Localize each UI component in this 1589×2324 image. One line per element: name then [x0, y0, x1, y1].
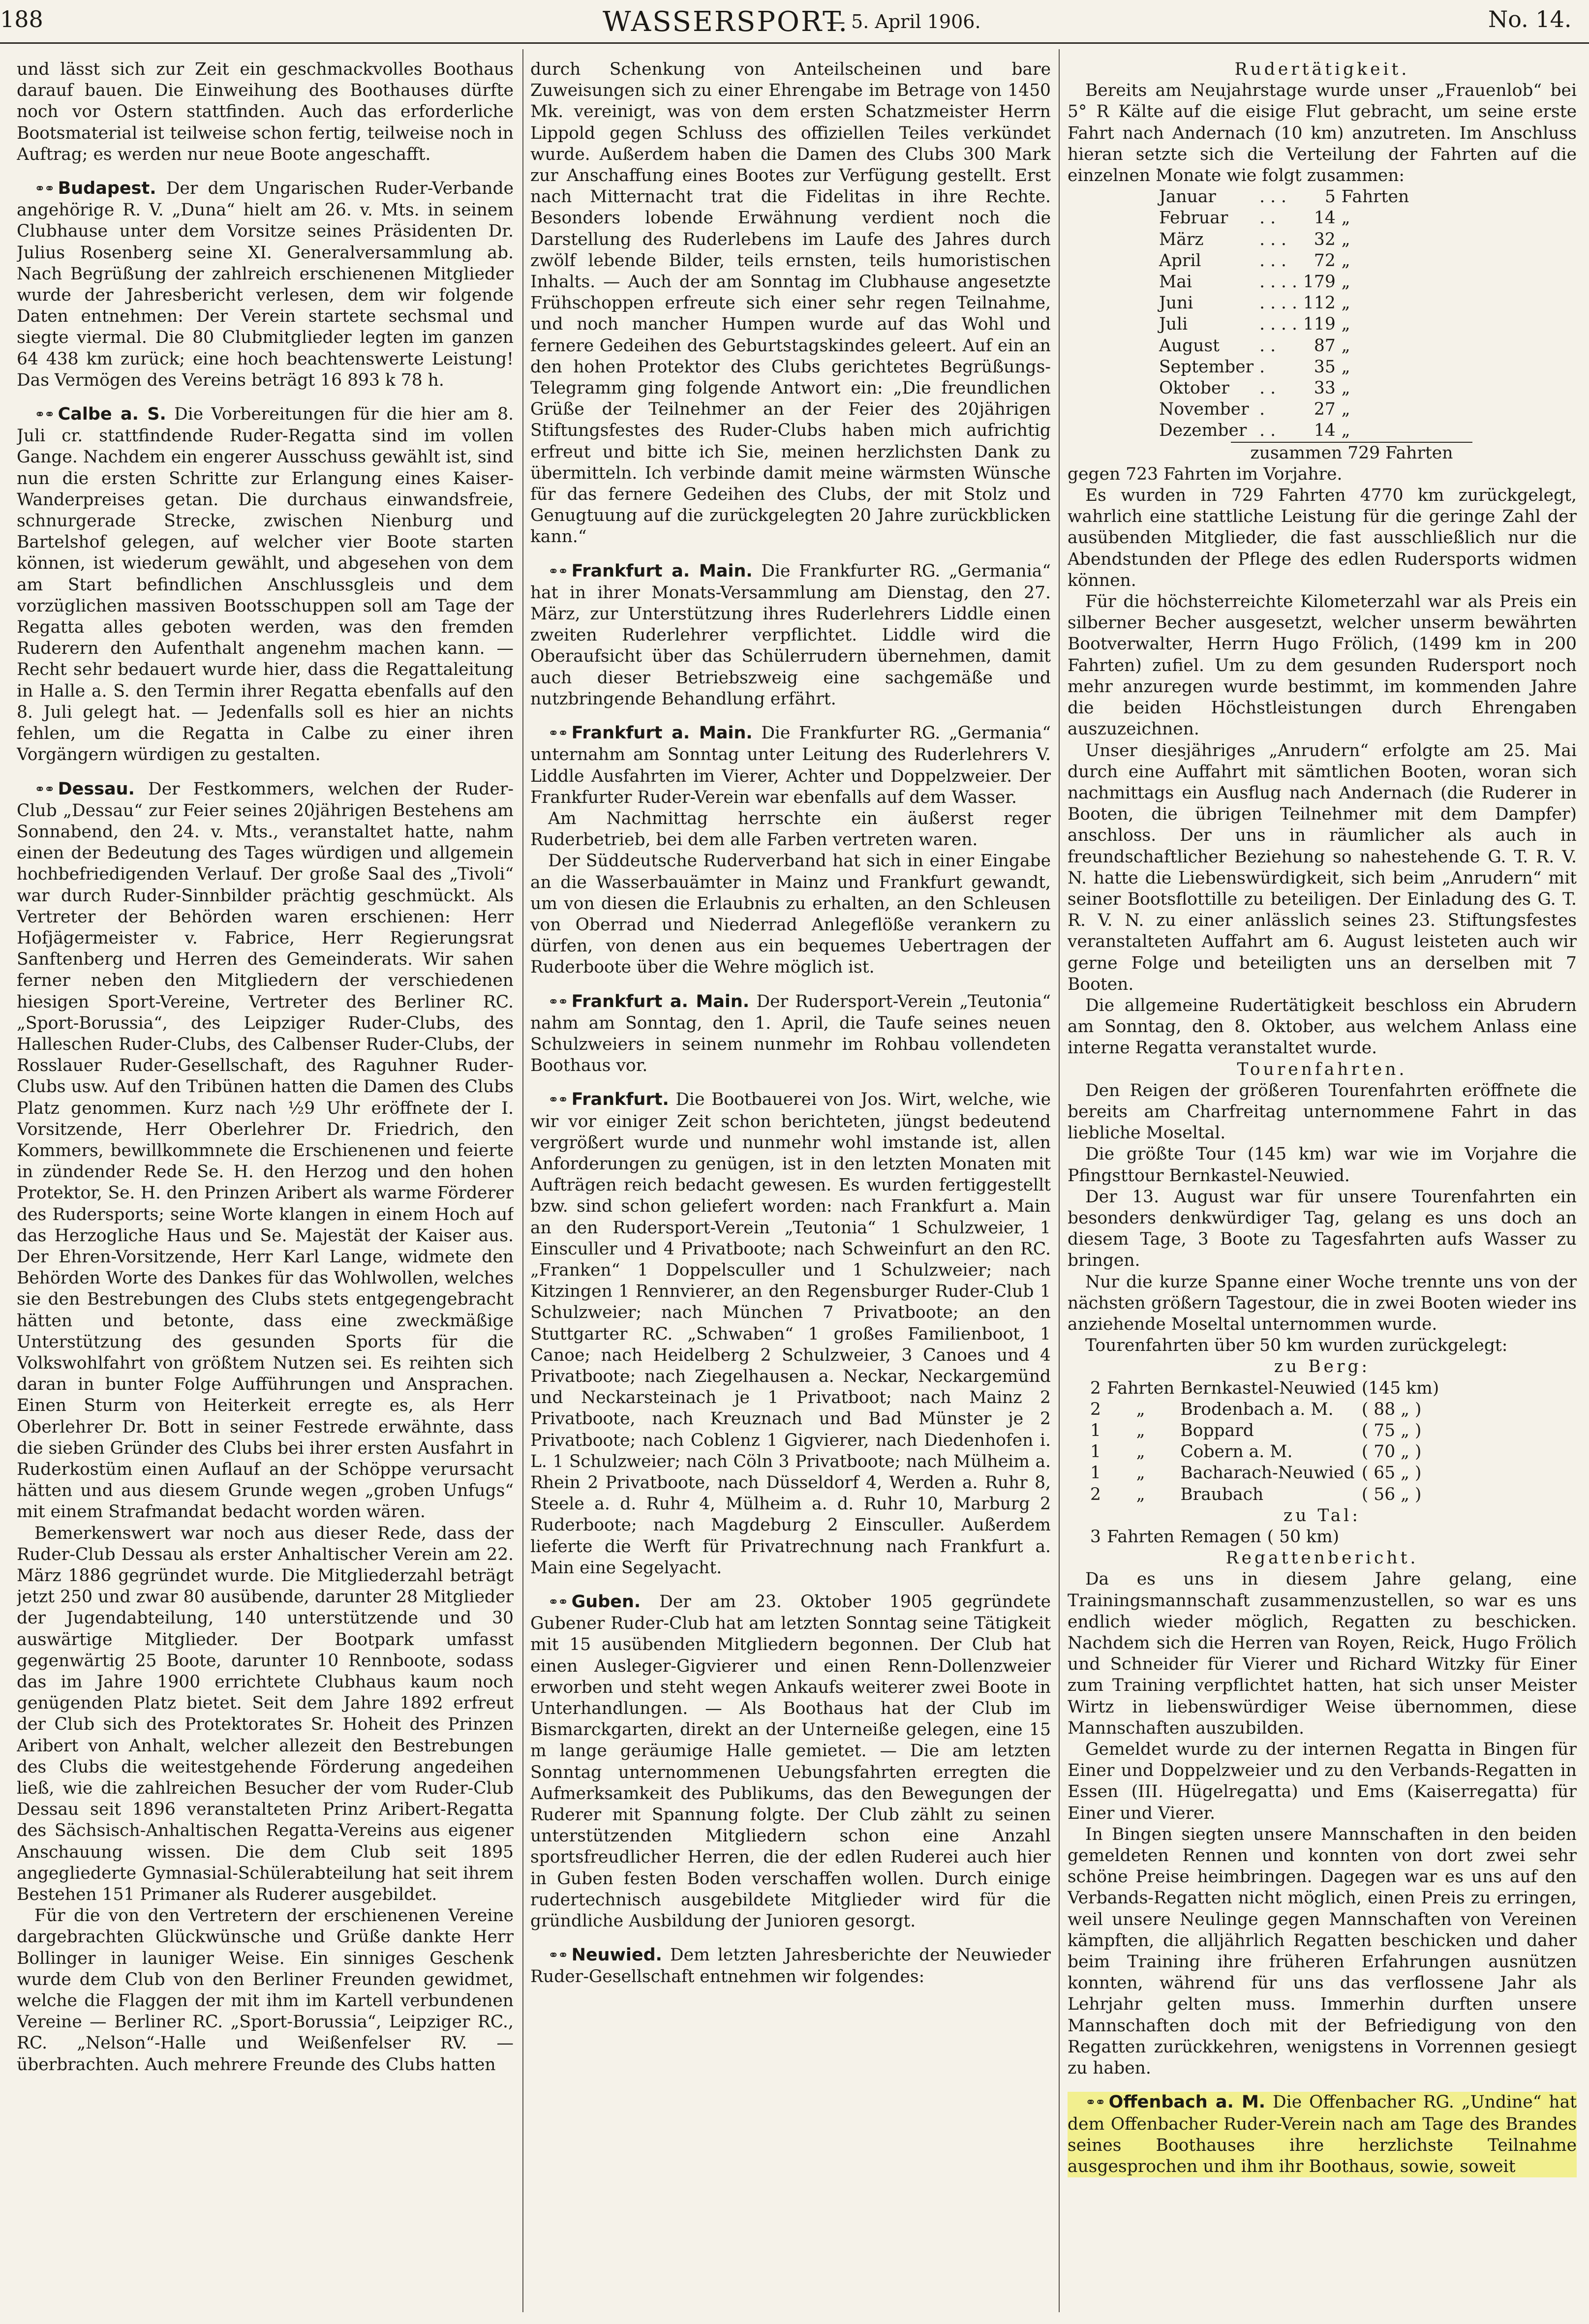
article-text: Dem letzten Jahresberichte der Neuwieder Ruder-Gesellschaft entnehmen wir folgendes:: [530, 1945, 1051, 1987]
table-row: [1156, 208, 1412, 229]
article-heading: Frankfurt.: [571, 1090, 669, 1110]
table-cell: Juli: [1159, 314, 1188, 335]
table-cell: ( 65 „ ): [1361, 1463, 1422, 1483]
section-heading: Rudertätigkeit.: [1234, 60, 1410, 79]
paragraph: Bemerkenswert war noch aus dieser Rede, dass der Ruder-Club Dessau als erster Anhaltischer Verein am 22. März 1886 gegründet wurde. Die Mitgliederzahl beträgt jetzt 250 und zwar 80 ausübende, darunter 28 Mitglieder der Jugendabteilung, 140 unterstützende und 30 auswärtige Mitglieder. Der Bootpark umfasst gegenwärtig 25 Boote, darunter 10 Rennboote, sodass das im Jahre 1900 errichtete Clubhaus kaum noch genügenden Platz bietet. Seit dem Jahre 1892 erfreut der Club sich des Protektorates Sr. Hoheit des Prinzen Aribert von Anhalt, welcher allezeit den Bestrebungen des Clubs die weitestgehende Förderung angedeihen ließ, wie die zahlreichen Besucher der vom Ruder-Club Dessau seit 1896 veranstalteten Prinz Aribert-Regatta des Sächsisch-Anhaltischen Regatta-Vereins aus eigener Anschauung wissen. Die dem Club seit 1895 angegliederte Gymnasial-Schülerabteilung hat seit ihrem Bestehen 151 Primaner als Ruderer ausgebildet.: [17, 1523, 514, 1905]
article-heading: Dessau.: [58, 779, 135, 799]
article-frankfurt-2: [530, 723, 1051, 808]
table-cell: September: [1159, 357, 1254, 377]
oar-ornament-icon: ⚭⚭: [548, 1595, 568, 1610]
paragraph: Tourenfahrten über 50 km wurden zurückgelegt:: [1085, 1336, 1508, 1356]
article-text: Die Frankfurter RG. „Germania“ unternahm am Sonntag unter Leitung des Ruderlehrers V. Liddle Ausfahrten im Vierer, Achter und Doppelzweier. Der Frankfurter Ruder-Verein war ebenfalls auf dem Wasser.: [530, 723, 1051, 807]
paragraph: Die größte Tour (145 km) war wie im Vorjahre die Pfingsttour Bernkastel-Neuwied.: [1068, 1144, 1577, 1186]
page-number: 188: [0, 6, 43, 32]
table-cell: . .: [1259, 378, 1276, 398]
paragraph: Den Reigen der größeren Tourenfahrten eröffnete die bereits am Charfreitag unternommene Fahrt in das liebliche Moseltal.: [1068, 1080, 1577, 1143]
paragraph: Gemeldet wurde zu der internen Regatta in Bingen für Einer und Doppelzweier und zu den Verbands-Regatten in Essen (III. Hügelregatta) und Ems (Kaiserregatta) für Einer und Vierer.: [1068, 1740, 1577, 1823]
paragraph: Für die von den Vertretern der erschienenen Vereine dargebrachten Glückwünsche und Grüße dankte Herr Bollinger in launiger Weise. Ein sinniges Geschenk wurde dem Club von den Berliner Freunden gewidmet, welche die Flaggen der mit ihm im Kartell verbundenen Vereine — Berliner RC. „Sport-Borussia“, Leipziger RC., RC. „Nelson“-Halle und Weißenfelser RV. — überbrachten. Auch mehrere Freunde des Clubs hatten: [17, 1906, 514, 2075]
table-cell: . . .: [1259, 250, 1286, 271]
table-cell: 35: [1314, 357, 1336, 377]
section-heading: Tourenfahrten.: [1237, 1059, 1407, 1079]
table-cell: Mai: [1159, 272, 1192, 292]
table-cell: (145 km): [1361, 1378, 1439, 1398]
table-cell: 112: [1303, 293, 1336, 313]
table-cell: „: [1341, 250, 1350, 271]
table-cell: ( 70 „ ): [1361, 1442, 1422, 1462]
table-row: [1156, 229, 1412, 250]
table-cell: Remagen: [1180, 1527, 1261, 1547]
paragraph: Nur die kurze Spanne einer Woche trennte uns von der nächsten größern Tagestour, die in zwei Booten wieder ins anziehende Moseltal unternommen wurde.: [1068, 1272, 1577, 1334]
oar-ornament-icon: ⚭⚭: [34, 782, 54, 797]
article-heading: Offenbach a. M.: [1108, 2092, 1266, 2112]
issue-date: — 5. April 1906.: [826, 11, 981, 32]
table-cell: 87: [1314, 336, 1336, 356]
article-text: Die Vorbereitungen für die hier am 8. Juli cr. stattfindende Ruder-Regatta sind im vollen Gange. Nachdem ein engerer Ausschuss gewählt ist, sind nun die ersten Schritte zur Erlangung eines Kaiser-Wanderpreises getan. Die durchaus einwandsfreie, schnurgerade Strecke, zwischen Nienburg und Bartelshof gelegen, auf welcher vier Boote starten können, ist wiederum gewählt, und abgesehen von dem am Start befindlichen Anschlussgleis und dem vorzüglichen massiven Bootsschuppen soll am Tage der Regatta alles geboten werden, was den fremden Ruderern den Aufenthalt angenehm machen kann. — Recht sehr bedauert wurde hier, dass die Regattaleitung in Halle a. S. den Termin ihrer Regatta ebenfalls auf den 8. Juli gelegt hat. — Jedenfalls soll es hier an nichts fehlen, um die Regatta in Calbe zu einer ihren Vorgängern würdigen zu gestalten.: [17, 404, 514, 765]
oar-ornament-icon: ⚭⚭: [34, 407, 54, 423]
table-cell: „: [1136, 1442, 1145, 1462]
oar-ornament-icon: ⚭⚭: [34, 182, 54, 197]
table-row: [1156, 314, 1412, 335]
table-cell: Januar: [1159, 187, 1216, 207]
table-cell: Fahrten: [1106, 1527, 1175, 1547]
table-cell: Brodenbach a. M.: [1180, 1399, 1334, 1419]
table-row: [1087, 1399, 1442, 1420]
table-cell: 72: [1314, 250, 1336, 271]
article-text: Die Bootbauerei von Jos. Wirt, welche, wie wir vor einiger Zeit schon berichteten, jüngst bedeutend vergrößert wurde und nunmehr wohl imstande ist, allen Anforderungen zu genügen, ist in den letzten Monaten mit Aufträgen reich bedacht gewesen. Es wurden fertiggestellt bzw. sind schon geliefert worden: nach Frankfurt a. Main an den Rudersport-Verein „Teutonia“ 1 Schulzweier, 1 Einsculler und 4 Privatboote; nach Schweinfurt an den RC. „Franken“ 1 Doppelsculler und 1 Schulzweier; nach Kitzingen 1 Rennvierer, an den Regensburger Ruder-Club 1 Schulzweier; nach München 7 Privatboote; an den Stuttgarter RC. „Schwaben“ 1 großes Familienboot, 1 Canoe; nach Heidelberg 2 Schulzweier, 3 Canoes und 4 Privatboote; nach Ziegelhausen a. Neckar, Neckargemünd und Neckarsteinach je 1 Privatboot; nach Mainz 2 Privatboote, nach Kreuznach und Bad Münster je 2 Privatboote; nach Coblenz 1 Gigvierer, nach Diedenhofen i. L. 1 Schulzweier; nach Cöln 3 Privatboote; nach Mülheim a. Rhein 2 Privatboote, nach Düsseldorf 4, Werden a. Ruhr 8, Steele a. d. Ruhr 4, Mülheim a. d. Ruhr 10, Marburg 2 Ruderboote; nach Magdeburg 2 Einsculler. Außerdem lieferte die Werft für Privatrechnung nach Frankfurt a. Main eine Segelyacht.: [530, 1090, 1051, 1578]
table-cell: „: [1341, 357, 1350, 377]
table-cell: „: [1136, 1463, 1145, 1483]
journal-title: WASSERSPORT.: [603, 6, 849, 38]
article-calbe: [17, 404, 514, 765]
table-cell: ( 75 „ ): [1361, 1421, 1422, 1440]
article-heading: Calbe a. S.: [58, 404, 166, 425]
table-row: [1156, 272, 1412, 293]
table-cell: „: [1341, 272, 1350, 292]
table-cell: 14: [1314, 208, 1336, 228]
article-text: Der Festkommers, welchen der Ruder-Club „Dessau“ zur Feier seines 20jährigen Bestehens am Sonnabend, den 24. v. Mts., veranstaltet hatte, nahm einen der Bedeutung des Tages würdigen und allgemein hochbefriedigenden Verlauf. Der große Saal des „Tivoli“ war durch Ruder-Sinnbilder prächtig geschmückt. Als Vertreter der Behörden waren erschienen: Herr Hofjägermeister v. Fabrice, Herr Regierungsrat Sanftenberg und Herren des Gemeinderats. Wir sahen ferner neben den Mitgliedern der verschiedenen hiesigen Sport-Vereine, Vertreter des Berliner RC. „Sport-Borussia“, des Leipziger Ruder-Clubs, des Halleschen Ruder-Clubs, des Calbenser Ruder-Clubs, der Rosslauer Ruder-Gesellschaft, des Raguhner Ruder-Clubs usw. Auf den Tribünen hatten die Damen des Clubs Platz genommen. Kurz nach ½9 Uhr eröffnete der I. Vorsitzende, Herr Oberlehrer Dr. Friedrich, den Kommers, bewillkommnete die Erschienenen und feierte in zündender Rede Se. H. den Herzog und den hohen Protektor, Se. H. den Prinzen Aribert als warme Förderer des Rudersports; seine Worte klangen in einem Hoch auf das Herzogliche Haus und Se. Majestät der Kaiser aus. Der Ehren-Vorsitzende, Herr Karl Lange, widmete den Behörden Worte des Dankes für das Wohlwollen, welches sie den Bestrebungen des Clubs stets entgegengebracht hätten und betonte, dass eine zweckmäßige Unterstützung des gesunden Sports für die Volkswohlfahrt von größtem Nutzen sei. Es reihten sich daran in bunter Folge Aufführungen und Ansprachen. Einen Sturm von Heiterkeit erregte es, als Herr Oberlehrer Dr. Bott in seiner Festrede erwähnte, dass die sieben Gründer des Clubs bei ihrer ersten Ausfahrt in Ruderkostüm einen Auflauf an der Schöppe verursacht hätten und aus diesem Grunde wegen „groben Unfugs“ mit einem Strafmandat bedacht worden wären.: [17, 779, 514, 1522]
table-row: [1156, 420, 1412, 441]
table-row: [1087, 1420, 1442, 1441]
table-cell: Fahrten: [1106, 1378, 1175, 1398]
table-cell: . .: [1259, 421, 1276, 441]
table-cell: Bernkastel-Neuwied: [1180, 1378, 1356, 1398]
table-row: [1156, 250, 1412, 272]
article-heading: Frankfurt a. Main.: [571, 561, 753, 581]
table-cell: 2: [1090, 1484, 1101, 1504]
table-cell: . . . .: [1259, 293, 1297, 313]
article-text: Die Offenbacher RG. „Undine“ hat dem Offenbacher Ruder-Verein nach am Tage des Brandes seines Boothauses ihre herzlichste Teilnahme ausgesprochen und ihm ihr Boothaus, sowie, soweit: [1068, 2092, 1577, 2176]
oar-ornament-icon: ⚭⚭: [548, 1093, 568, 1108]
table-cell: „: [1136, 1484, 1145, 1504]
article-continuation: und lässt sich zur Zeit ein geschmackvolles Boothaus darauf bauen. Die Einweihung des Boothauses dürfte noch vor Ostern stattfinden. Auch das erforderliche Bootsmaterial ist teilweise schon fertig, teilweise noch in Auftrag; es werden nur neue Boote angeschafft.: [17, 60, 514, 164]
article-heading: Budapest.: [58, 179, 156, 199]
paragraph: Bereits am Neujahrstage wurde unser „Frauenlob“ bei 5° R Kälte auf die eisige Flut gebracht, um seine erste Fahrt nach Andernach (10 km) anzutreten. Im Anschluss hieran setzte sich die Verteilung der Fahrten auf die einzelnen Monate wie folgt zusammen:: [1068, 81, 1577, 186]
table-cell: „: [1341, 421, 1350, 441]
oar-ornament-icon: ⚭⚭: [548, 726, 568, 741]
article-offenbach: [1068, 2092, 1577, 2177]
table-cell: „: [1341, 293, 1350, 313]
table-cell: 33: [1314, 378, 1336, 398]
oar-ornament-icon: ⚭⚭: [548, 994, 568, 1009]
table-cell: 27: [1314, 399, 1336, 420]
table-cell: November: [1159, 399, 1249, 420]
column-divider: [1059, 49, 1060, 2312]
table-cell: ( 50 km): [1267, 1527, 1340, 1547]
table-cell: 5: [1324, 187, 1336, 207]
article-budapest: [17, 178, 514, 391]
table-cell: 2: [1090, 1378, 1101, 1398]
article-frankfurt-4: [530, 1089, 1051, 1579]
article-neuwied: [530, 1945, 1051, 1988]
table-cell: 2: [1090, 1399, 1101, 1419]
table-row: [1087, 1484, 1442, 1505]
oar-ornament-icon: ⚭⚭: [1085, 2095, 1105, 2110]
table-cell: Cobern a. M.: [1180, 1442, 1293, 1462]
article-heading: Guben.: [571, 1592, 641, 1612]
table-cell: „: [1341, 208, 1350, 228]
paragraph: Unser diesjähriges „Anrudern“ erfolgte am 25. Mai durch eine Auffahrt mit sämtlichen Booten, woran sich nachmittags ein Ausflug nach Andernach (die Ruderer in Booten, die übrigen Teilnehmer mit dem Dampfer) anschloss. Der uns in räumlicher als auch in freundschaftlicher Beziehung so nahestehende G. T. R. V. N. hatte die Liebenswürdigkeit, sich beim „Anrudern“ mit seiner Bootsflottille zu beteiligen. Der Einladung des G. T. R. V. N. zu einer anlässlich seines 23. Stiftungsfestes veranstalteten Auffahrt am 6. August leisteten auch wir gerne Folge und beteiligten uns an derselben mit 7 Booten.: [1068, 740, 1577, 994]
article-text: Der Rudersport-Verein „Teutonia“ nahm am Sonntag, den 1. April, die Taufe seines neuen Schulzweiers in seinem nunmehr im Rohbau vollendeten Boothaus vor.: [530, 991, 1051, 1076]
paragraph: Der 13. August war für unsere Tourenfahrten ein besonders denkwürdiger Tag, gelang es uns doch an diesem Tage, 3 Boote zu Tagesfahrten aufs Wasser zu bringen.: [1068, 1187, 1577, 1271]
paragraph: Da es uns in diesem Jahre gelang, eine Trainingsmannschaft zusammenzustellen, so war es uns endlich wieder möglich, Regatten zu beschicken. Nachdem sich die Herren van Royen, Reick, Hugo Frölich und Schneider für Vierer und Richard Witzky für Einer zum Training verpflichtet hatten, hat sich unser Meister Wirtz in liebenswürdiger Weise übernommen, diese Mannschaften auszubilden.: [1068, 1569, 1577, 1738]
upstream-tours-table: [1087, 1378, 1442, 1505]
table-row: [1087, 1378, 1442, 1399]
table-row: [1087, 1463, 1442, 1484]
table-cell: . . . .: [1259, 314, 1297, 335]
table-cell: 1: [1090, 1421, 1101, 1440]
table-cell: August: [1159, 336, 1220, 356]
table-row: [1156, 186, 1412, 208]
downstream-tours-table: [1087, 1527, 1342, 1548]
table-row: [1087, 1527, 1342, 1548]
table-cell: . .: [1259, 208, 1276, 228]
article-text: Die Frankfurter RG. „Germania“ hat in ihrer Monats-Versammlung am Dienstag, den 27. März, zur Unterstützung ihres Ruderlehrers Liddle einen zweiten Ruderlehrer verpflichtet. Liddle wird die Oberaufsicht über das Schülerrudern übernehmen, damit auch dieser Betriebszweig eine sachgemäße und nutzbringende Behandlung erfährt.: [530, 561, 1051, 709]
table-cell: März: [1159, 229, 1204, 249]
paragraph: Der Süddeutsche Ruderverband hat sich in einer Eingabe an die Wasserbauämter in Mainz und Frankfurt gewandt, um von diesen die Erlaubnis zu erhalten, an den Schleusen von Oberrad und Niederrad Anlegeflöße verankern zu dürfen, von denen aus ein bequemes Uebertragen der Ruderboote über die Wehre möglich ist.: [530, 851, 1051, 978]
table-cell: Juni: [1159, 293, 1193, 313]
table-cell: ( 88 „ ): [1361, 1399, 1422, 1419]
table-cell: 14: [1314, 421, 1336, 441]
table-cell: 1: [1090, 1463, 1101, 1483]
table-cell: Bacharach-Neuwied: [1180, 1463, 1355, 1483]
article-continuation: durch Schenkung von Anteilscheinen und bare Zuweisungen sich zu einer Ehrengabe im Betrage von 1450 Mk. vereinigt, was von dem ersten Schatzmeister Herrn Lippold gegen Schluss des offiziellen Teiles verkündet wurde. Außerdem haben die Damen des Clubs 300 Mark zur Anschaffung eines Bootes zur Verfügung gestellt. Erst nach Mitternacht trat die Fidelitas in ihre Rechte. Besonders lobende Erwähnung verdient noch die Darstellung des Ruderlebens im Laufe des Jahres durch zwölf lebende Bilder, teils ernsten, teils humoristischen Inhalts. — Auch der am Sonntag im Clubhause angesetzte Frühschoppen erfreute sich einer sehr regen Teilnahme, und noch mancher Humpen wurde auf das Wohl und fernere Gedeihen des Geburtstagskindes geleert. Auf ein an den hohen Protektor des Clubs gerichtetes Begrüßungs-Telegramm ging folgende Antwort ein: „Die freundlichen Grüße der Teilnehmer an der Feier des 20jährigen Stiftungsfestes des Ruder-Clubs haben mich aufrichtig erfreut und bitte ich Sie, meinen herzlichsten Dank zu übermitteln. Ich verbinde damit meine wärmsten Wünsche für das fernere Gedeihen des Clubs, der mit Stolz und Genugtuung auf die zurückgelegten 20 Jahre zurückblicken kann.“: [530, 60, 1051, 547]
header-rule: [0, 42, 1589, 44]
subheading-downstream: zu Tal:: [1283, 1505, 1361, 1526]
table-cell: „: [1341, 314, 1350, 335]
article-text: Der dem Ungarischen Ruder-Verbande angehörige R. V. „Duna“ hielt am 26. v. Mts. in seinem Clubhause unter dem Vorsitze seines Präsidenten Dr. Julius Rosenberg seine XI. Generalversammlung ab. Nach Begrüßung der zahlreich erschienenen Mitglieder wurde der Jahresbericht verlesen, dem wir folgende Daten entnehmen: Der Verein startete sechsmal und siegte viermal. Die 80 Clubmitglieder legten im ganzen 64 438 km zurück; eine hoch beachtenswerte Leistung! Das Vermögen des Vereins beträgt 16 893 k 78 h.: [17, 179, 514, 390]
table-row: [1156, 357, 1412, 378]
table-row: [1087, 1441, 1442, 1463]
total-trips: zusammen 729 Fahrten: [1231, 442, 1473, 464]
article-text: Der am 23. Oktober 1905 gegründete Gubener Ruder-Club hat am letzten Sonntag seine Tätigkeit mit 15 ausübenden Mitgliedern begonnen. Der Club hat einen Ausleger-Gigvierer und einen Renn-Dollenzweier erworben und steht wegen Ankaufs weiterer zwei Boote in Unterhandlungen. — Als Boothaus hat der Club im Bismarckgarten, direkt an der Unterneiße gelegen, eine 15 m lange geräumige Halle gemietet. — Die am letzten Sonntag unternommenen Uebungsfahrten erregten die Aufmerksamkeit des Publikums, das den Bewegungen der Ruderer mit Spannung folgte. Der Club zählt zu seinen unterstützenden Mitgliedern schon eine Anzahl sportsfreudlicher Herren, die der edlen Ruderei auch hier in Guben festen Boden verschaffen wollen. Durch einige rudertechnisch ausgebildete Mitglieder wird für die gründliche Ausbildung der Junioren gesorgt.: [530, 1592, 1051, 1931]
table-cell: „: [1341, 336, 1350, 356]
table-cell: „: [1136, 1399, 1145, 1419]
oar-ornament-icon: ⚭⚭: [548, 564, 568, 579]
table-cell: „: [1341, 229, 1350, 249]
table-cell: . .: [1259, 336, 1276, 356]
table-cell: Fahrten: [1341, 187, 1409, 207]
table-cell: Februar: [1159, 208, 1228, 228]
table-cell: .: [1259, 399, 1265, 420]
table-cell: 32: [1314, 229, 1336, 249]
paragraph: Am Nachmittag herrschte ein äußerst reger Ruderbetrieb, bei dem alle Farben vertreten waren.: [530, 808, 1051, 850]
paragraph: In Bingen siegten unsere Mannschaften in den beiden gemeldeten Rennen und konnten von dort zwei sehr schöne Preise heimbringen. Dagegen war es uns auf den Verbands-Regatten nicht möglich, einen Preis zu erringen, weil unsere Neulinge gegen Mannschaften von Vereinen kämpften, die alljährlich Regatten beschicken und daher beim Training ihre früheren Erfahrungen ausnützen konnten, während für uns das verflossene Jahr als Lehrjahr gelten muss. Immerhin durften unsere Mannschaften doch mit der Befriedigung von den Regatten zurückkehren, wenigstens in Vorrennen gesiegt zu haben.: [1068, 1824, 1577, 2079]
table-row: [1156, 399, 1412, 420]
paragraph: Für die höchsterreichte Kilometerzahl war als Preis ein silberner Becher ausgesetzt, welcher unserm bewährten Bootverwalter, Herrn Hugo Frölich, (1499 km in 200 Fahrten) zufiel. Um zu dem gesunden Rudersport noch mehr anzuregen wurde bestimmt, im kommenden Jahre die beiden Höchstleistungen durch Ehrengaben auszuzeichnen.: [1068, 592, 1577, 739]
table-row: [1156, 378, 1412, 399]
table-cell: ( 56 „ ): [1361, 1484, 1422, 1504]
table-cell: 119: [1303, 314, 1336, 335]
table-cell: „: [1136, 1421, 1145, 1440]
table-cell: . . .: [1259, 187, 1286, 207]
table-cell: 1: [1090, 1442, 1101, 1462]
column-middle: [530, 59, 1051, 2317]
table-cell: Oktober: [1159, 378, 1229, 398]
column-divider: [522, 49, 523, 2312]
table-row: [1156, 293, 1412, 314]
table-row: [1156, 336, 1412, 357]
article-dessau: [17, 779, 514, 1523]
paragraph: Es wurden in 729 Fahrten 4770 km zurückgelegt, wahrlich eine stattliche Leistung für die geringe Zahl der ausübenden Mitglieder, die fast ausschließlich nur die Abendstunden der Pflege des edlen Rudersports widmen können.: [1068, 486, 1577, 590]
issue-number: No. 14.: [1488, 6, 1572, 32]
table-cell: 179: [1303, 272, 1336, 292]
section-heading: Regattenbericht.: [1225, 1548, 1419, 1568]
table-cell: Boppard: [1180, 1421, 1254, 1440]
table-cell: April: [1159, 250, 1201, 271]
table-cell: 3: [1090, 1527, 1101, 1547]
monthly-trips-table: [1156, 186, 1412, 441]
article-frankfurt-1: [530, 561, 1051, 710]
table-cell: . . .: [1259, 229, 1286, 249]
subheading-upstream: zu Berg:: [1274, 1357, 1371, 1377]
article-heading: Frankfurt a. Main.: [571, 991, 750, 1011]
table-cell: . . . .: [1259, 272, 1297, 292]
oar-ornament-icon: ⚭⚭: [548, 1948, 568, 1963]
table-cell: Braubach: [1180, 1484, 1264, 1504]
article-guben: [530, 1591, 1051, 1932]
column-right: [1068, 59, 1577, 2317]
article-heading: Frankfurt a. Main.: [571, 723, 753, 743]
article-frankfurt-3: [530, 991, 1051, 1077]
table-cell: Dezember: [1159, 421, 1247, 441]
paragraph: gegen 723 Fahrten im Vorjahre.: [1068, 464, 1343, 484]
paragraph: Die allgemeine Rudertätigkeit beschloss ein Abrudern am Sonntag, den 8. Oktober, aus welchem Anlass eine interne Regatta veranstaltet wurde.: [1068, 995, 1577, 1058]
table-cell: „: [1341, 378, 1350, 398]
table-cell: „: [1341, 399, 1350, 420]
table-cell: .: [1259, 357, 1265, 377]
article-heading: Neuwied.: [571, 1945, 662, 1965]
total-line: [1127, 442, 1577, 464]
column-left: [17, 59, 514, 2317]
